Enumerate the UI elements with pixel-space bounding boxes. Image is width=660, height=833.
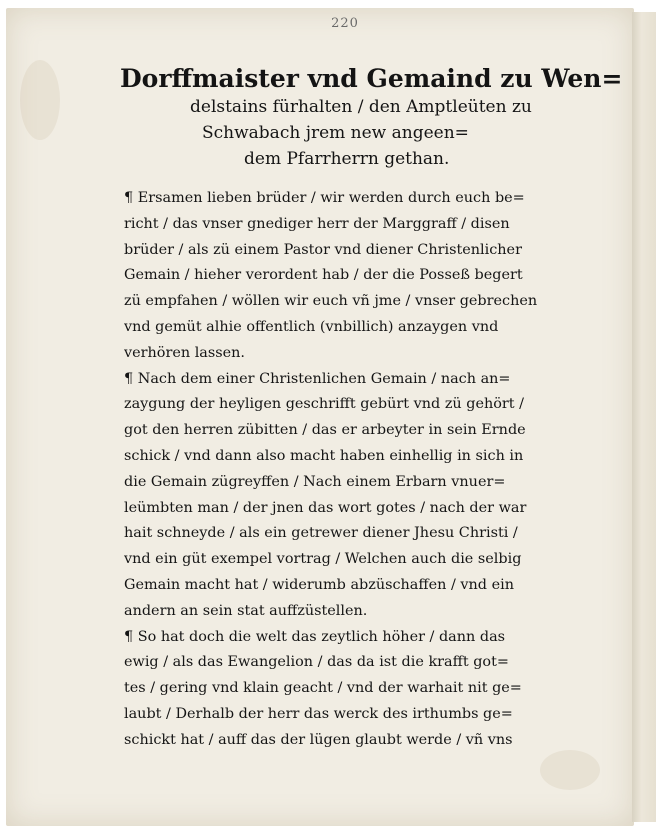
title-line: Schwabach jrem new angeen=	[202, 123, 469, 143]
text-line: vnd gemüt alhie offentlich (vnbillich) anzaygen vnd	[124, 318, 499, 335]
text-line: ¶ So hat doch die welt das zeytlich höher / dann das	[124, 628, 506, 645]
text-line: laubt / Derhalb der herr das werck des irthumbs ge=	[124, 705, 513, 722]
text-line: Gemain / hieher verordent hab / der die Posseß begert	[124, 267, 523, 284]
text-line: ¶ Nach dem einer Christenlichen Gemain / nach an=	[124, 370, 511, 387]
paper-stain	[20, 60, 60, 140]
text-line: got den herren zübitten / das er arbeyter in sein Ernde	[124, 422, 526, 439]
text-line: ewig / als das Ewangelion / das da ist die krafft got=	[124, 654, 509, 671]
text-line: schick / vnd dann also macht haben einhellig in sich in	[124, 447, 524, 464]
text-line: richt / das vnser gnediger herr der Marggraff / disen	[124, 215, 510, 232]
text-line: andern an sein stat auffzüstellen.	[124, 602, 368, 619]
title-line: dem Pfarrherrn gethan.	[244, 149, 450, 169]
text-line: vnd ein güt exempel vortrag / Welchen auch die selbig	[124, 551, 522, 568]
text-line: zü empfahen / wöllen wir euch vñ jme / vnser gebrechen	[124, 293, 538, 310]
folio-number: 220	[331, 16, 359, 31]
title-line: delstains fürhalten / den Amptleüten zu	[190, 97, 532, 117]
next-page-edge	[632, 12, 656, 822]
body-text	[124, 186, 584, 754]
text-line: leümbten man / der jnen das wort gotes / nach der war	[124, 499, 527, 516]
text-line: ¶ Ersamen lieben brüder / wir werden durch euch be=	[124, 190, 525, 206]
text-line: die Gemain zügreyffen / Nach einem Erbarn vnuer=	[124, 473, 506, 490]
text-line: Gemain macht hat / widerumb abzüschaffen / vnd ein	[124, 576, 514, 593]
title-line: Dorffmaister vnd Gemaind zu Wen=	[120, 64, 623, 93]
text-line: brüder / als zü einem Pastor vnd diener Christenlicher	[124, 241, 522, 258]
text-line: schickt hat / auff das der lügen glaubt werde / vñ vns	[124, 731, 513, 748]
text-line: verhören lassen.	[124, 344, 246, 361]
paper-stain	[540, 750, 600, 790]
text-line: hait schneyde / als ein getrewer diener Jhesu Christi /	[124, 525, 518, 542]
title-block	[112, 64, 623, 172]
text-line: tes / gering vnd klain geacht / vnd der warhait nit ge=	[124, 680, 522, 697]
text-line: zaygung der heyligen geschrifft gebürt vnd zü gehört /	[124, 396, 525, 413]
